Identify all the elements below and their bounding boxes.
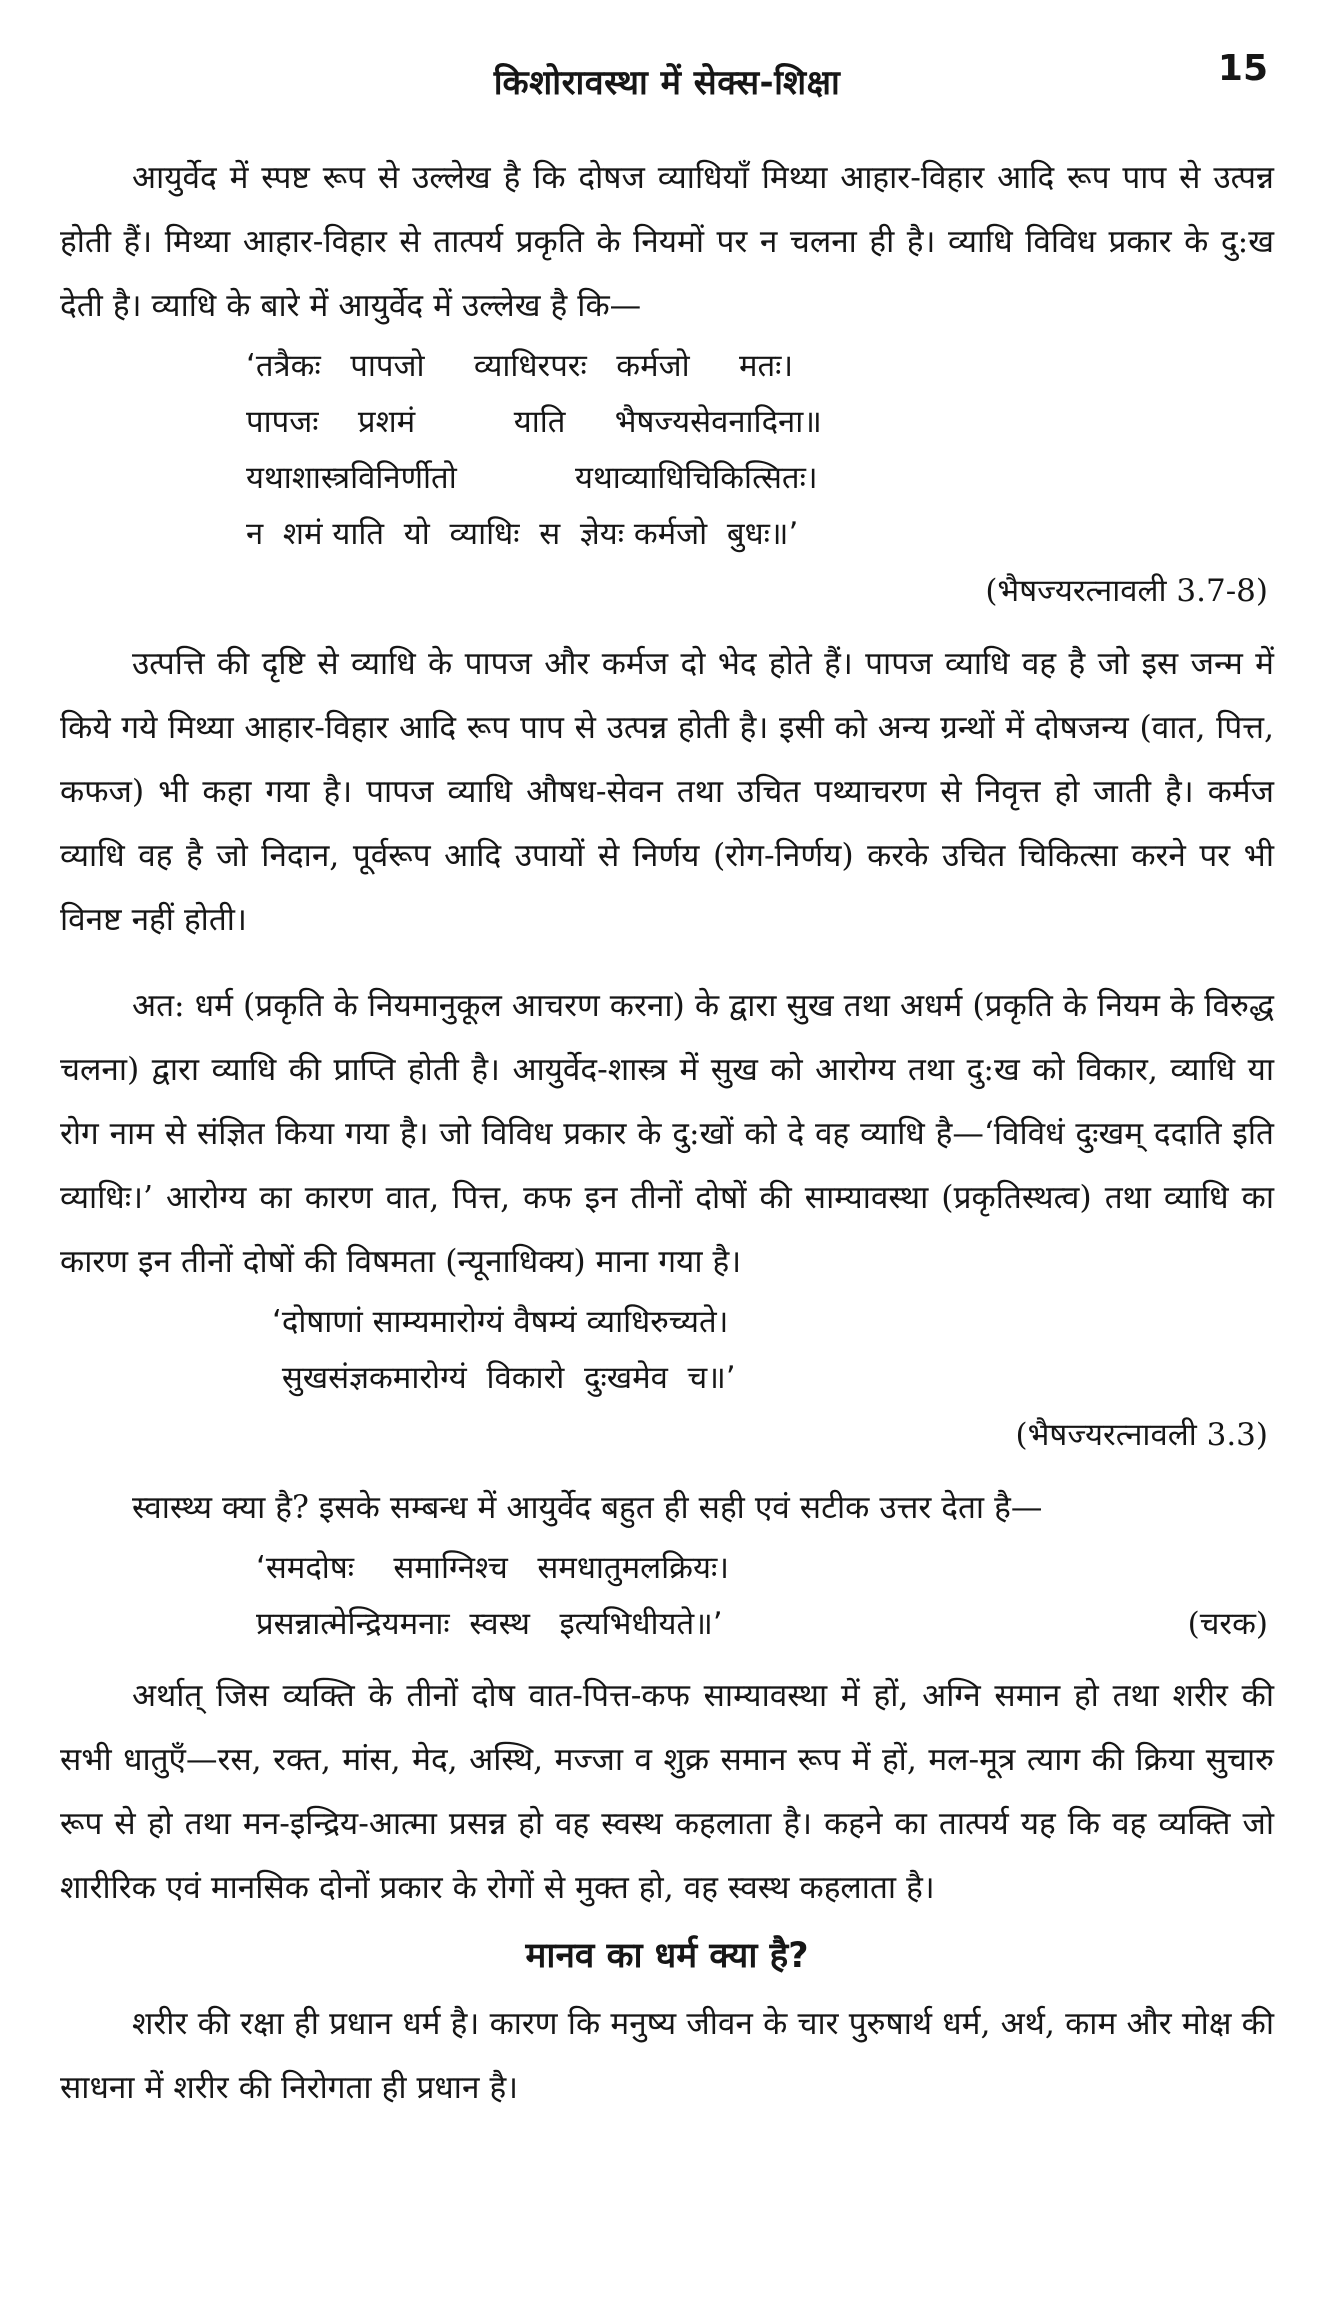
verse-block-3: [60, 1540, 1274, 1652]
verse-line: ‘तत्रैकः पापजो व्याधिरपरः कर्मजो मतः।: [246, 348, 794, 384]
verse-line: न शमं याति यो व्याधिः स ज्ञेयः कर्मजो बुधः॥’: [246, 516, 799, 552]
paragraph-disease-origin: उत्पत्ति की दृष्टि से व्याधि के पापज और कर्मज दो भेद होते हैं। पापज व्याधि वह है जो इस जन्म में किये गये मिथ्या आहार-विहार आदि रूप पाप से उत्पन्न होती है। इसी को अन्य ग्रन्थों में दोषजन्य (वात, पित्त, कफज) भी कहा गया है। पापज व्याधि औषध-सेवन तथा उचित पथ्याचरण से निवृत्त हो जाती है। कर्मज व्याधि वह है जो निदान, पूर्वरूप आदि उपायों से निर्णय (रोग-निर्णय) करके उचित चिकित्सा करने पर भी विनष्ट नहीं होती।: [60, 646, 1274, 938]
verse-block-2: [60, 1294, 1274, 1406]
paragraph-dosha-diseases: आयुर्वेद में स्पष्ट रूप से उल्लेख है कि दोषज व्याधियाँ मिथ्या आहार-विहार आदि रूप पाप से उत्पन्न होती हैं। मिथ्या आहार-विहार से तात्पर्य प्रकृति के नियमों पर न चलना ही है। व्याधि विविध प्रकार के दु:ख देती है। व्याधि के बारे में आयुर्वेद में उल्लेख है कि—: [60, 160, 1274, 324]
paragraph-health-question: स्वास्थ्य क्या है? इसके सम्बन्ध में आयुर्वेद बहुत ही सही एवं सटीक उत्तर देता है—: [132, 1490, 1043, 1526]
paragraph-health-definition: अर्थात् जिस व्यक्ति के तीनों दोष वात-पित्त-कफ साम्यावस्था में हों, अग्नि समान हो तथा शरीर की सभी धातुएँ—रस, रक्त, मांस, मेद, अस्थि, मज्जा व शुक्र समान रूप में हों, मल-मूत्र त्याग की क्रिया सुचारु रूप से हो तथा मन-इन्द्रिय-आत्मा प्रसन्न हो वह स्वस्थ कहलाता है। कहने का तात्पर्य यह कि वह व्यक्ति जो शारीरिक एवं मानसिक दोनों प्रकार के रोगों से मुक्त हो, वह स्वस्थ कहलाता है।: [60, 1678, 1274, 1906]
verse-line: ‘दोषाणां साम्यमारोग्यं वैषम्यं व्याधिरुच्यते।: [272, 1304, 729, 1340]
verse-source-citation: (चरक): [1187, 1606, 1268, 1642]
verse-line: ‘समदोषः समाग्निश्च समधातुमलक्रियः।: [256, 1550, 729, 1586]
verse-line: यथाशास्त्रविनिर्णीतो यथाव्याधिचिकित्सितः।: [246, 460, 818, 496]
paragraph-body-protection: शरीर की रक्षा ही प्रधान धर्म है। कारण कि मनुष्य जीवन के चार पुरुषार्थ धर्म, अर्थ, काम और मोक्ष की साधना में शरीर की निरोगता ही प्रधान है।: [60, 2006, 1274, 2106]
running-title: किशोरावस्था में सेक्स-शिक्षा: [493, 63, 841, 103]
verse-source-citation: (भैषज्यरत्नावली 3.7-8): [985, 573, 1268, 609]
verse-line: प्रसन्नात्मेन्द्रियमनाः स्वस्थ इत्यभिधीयते॥’: [256, 1606, 723, 1642]
verse-block-1: [60, 338, 1274, 562]
verse-source-citation: (भैषज्यरत्नावली 3.3): [1015, 1417, 1268, 1453]
verse-line: पापजः प्रशमं याति भैषज्यसेवनादिना॥: [246, 404, 822, 440]
section-heading: मानव का धर्म क्या है?: [525, 1936, 809, 1976]
page-header: [60, 0, 1274, 118]
page-number: 15: [1217, 48, 1268, 89]
paragraph-dharma-health: अत: धर्म (प्रकृति के नियमानुकूल आचरण करना) के द्वारा सुख तथा अधर्म (प्रकृति के नियम के विरुद्ध चलना) द्वारा व्याधि की प्राप्ति होती है। आयुर्वेद-शास्त्र में सुख को आरोग्य तथा दु:ख को विकार, व्याधि या रोग नाम से संज्ञित किया गया है। जो विविध प्रकार के दु:खों को दे वह व्याधि है—‘विविधं दुःखम् ददाति इति व्याधिः।’ आरोग्य का कारण वात, पित्त, कफ इन तीनों दोषों की साम्यावस्था (प्रकृतिस्थत्व) तथा व्याधि का कारण इन तीनों दोषों की विषमता (न्यूनाधिक्य) माना गया है।: [60, 988, 1274, 1280]
verse-line: सुखसंज्ञकमारोग्यं विकारो दुःखमेव च॥’: [272, 1360, 736, 1396]
